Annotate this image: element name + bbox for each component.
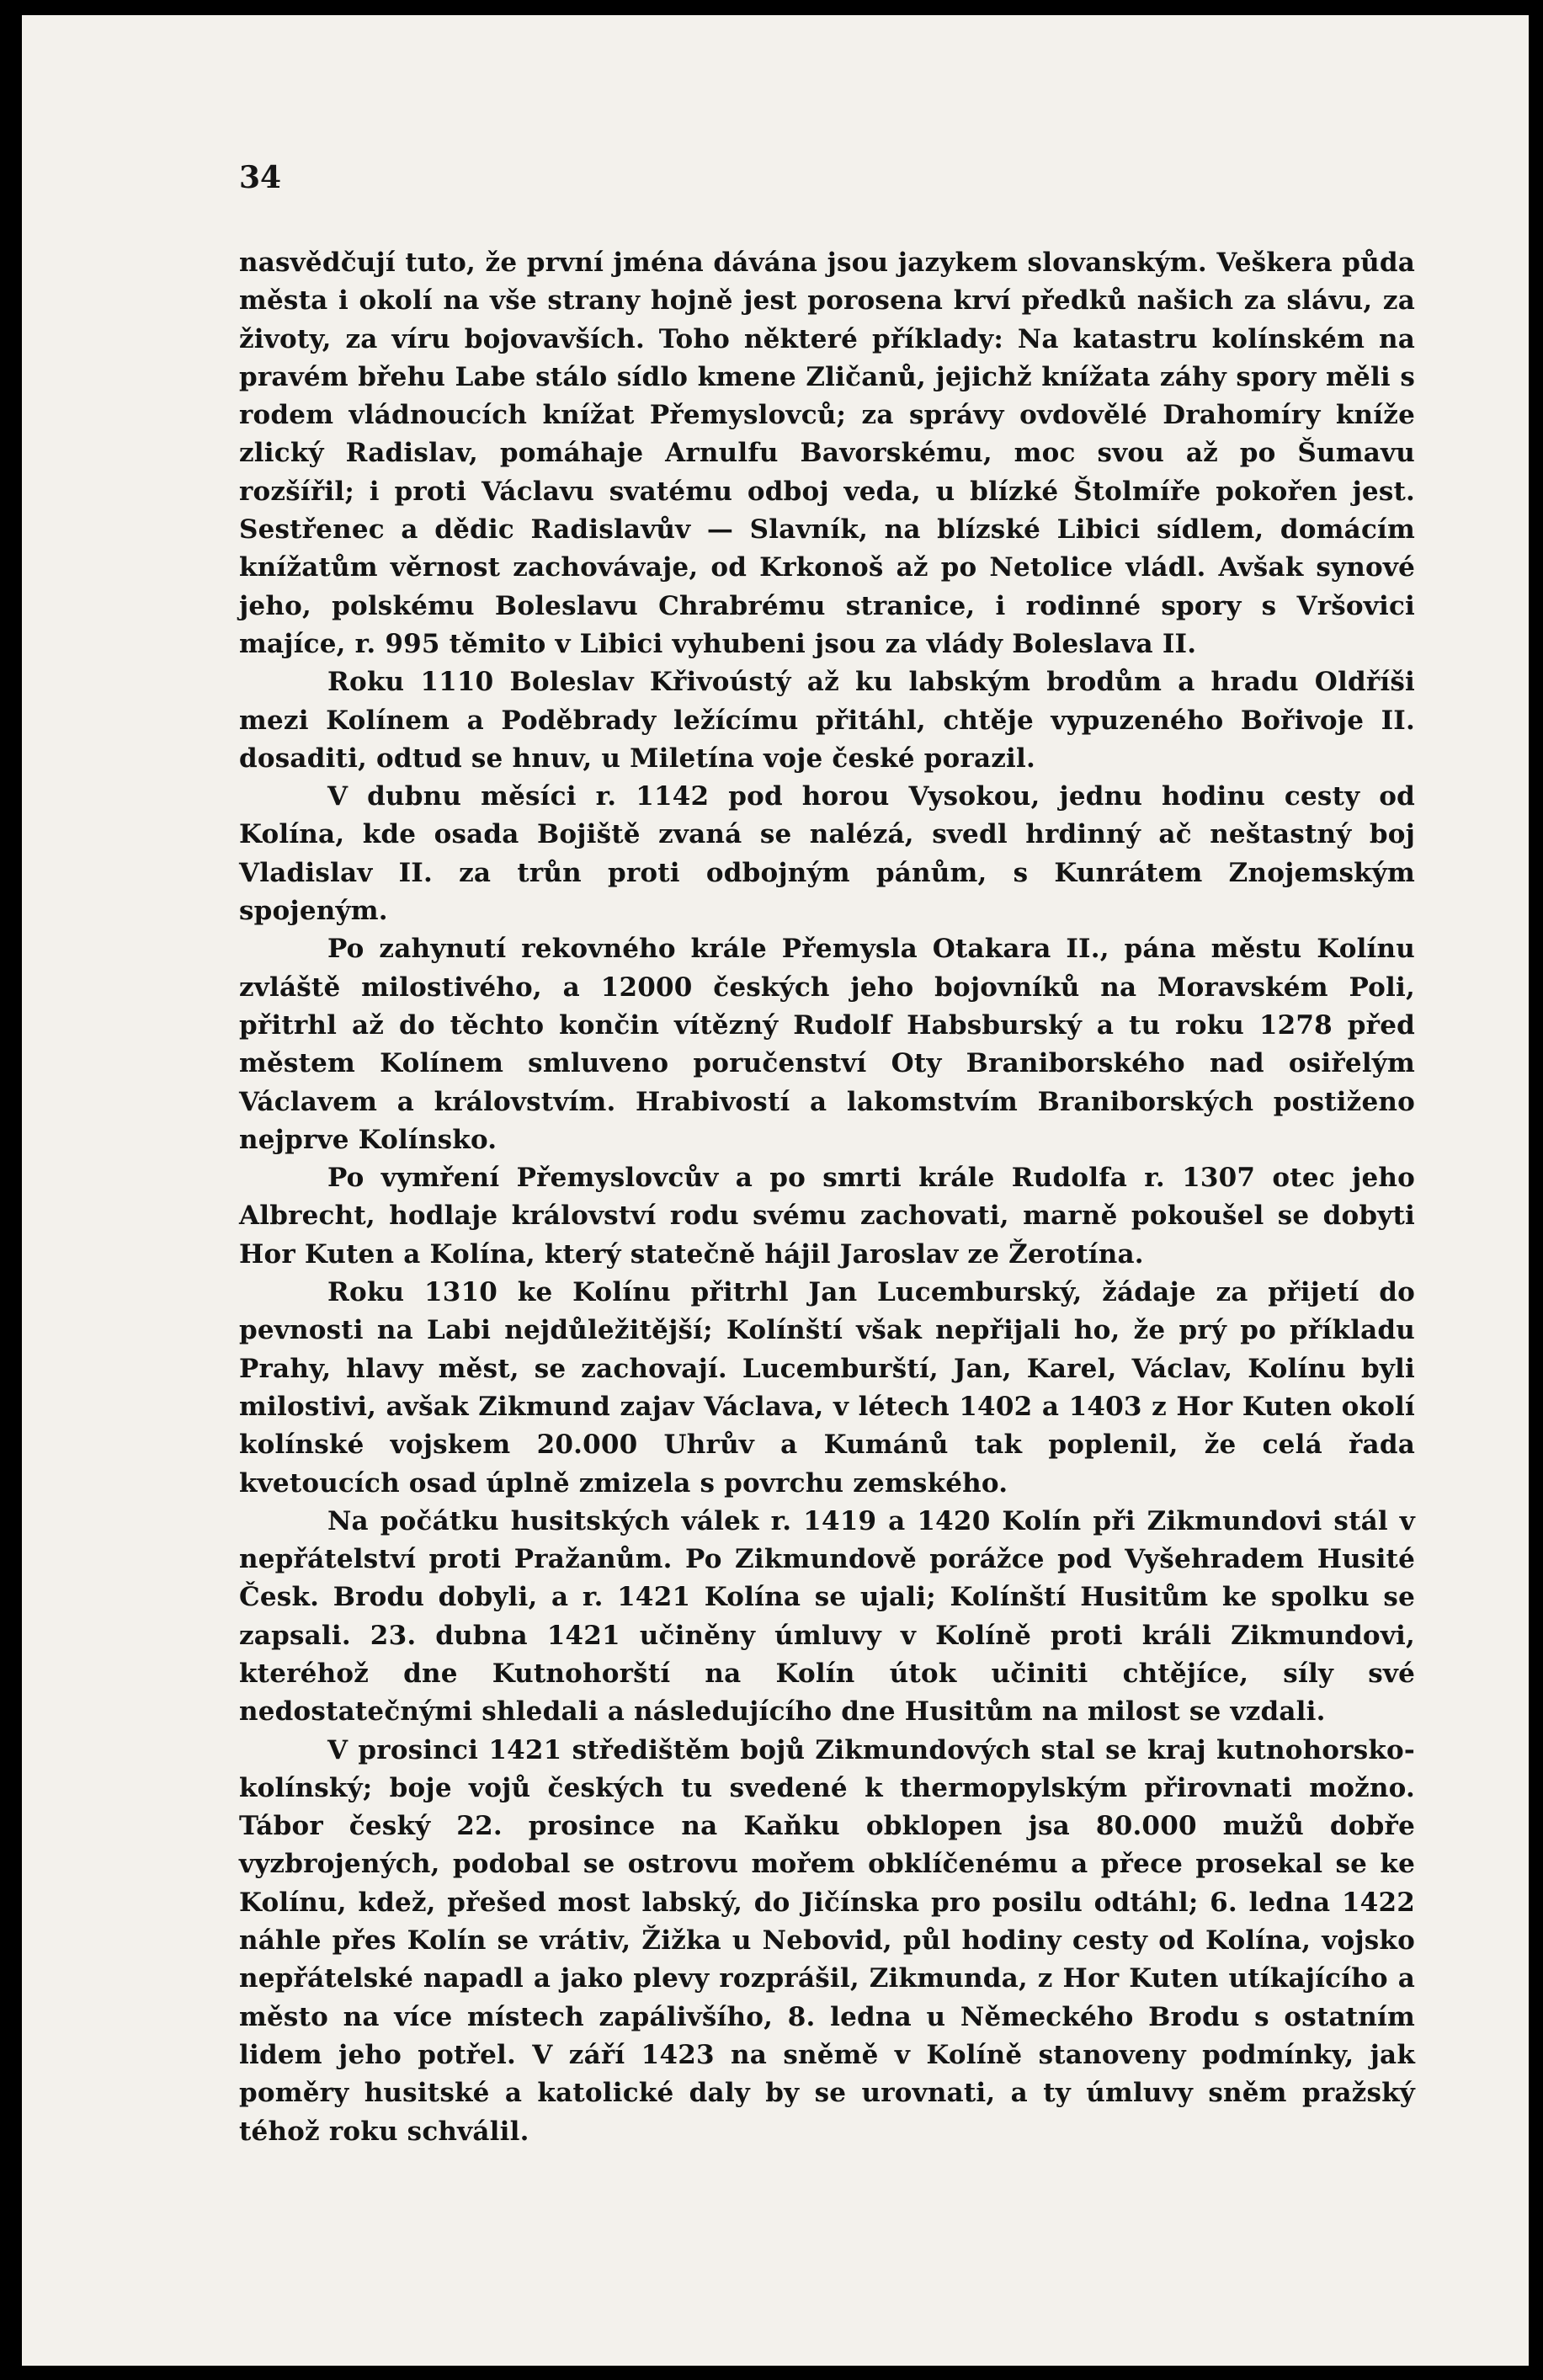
- paragraph-5: Po vymření Přemyslovcův a po smrti krále Rudolfa r. 1307 otec jeho Albrecht, hodlaje království rodu svému zachovati, marně pokoušel se dobyti Hor Kuten a Kolína, který statečně hájil Jaroslav ze Žerotína.: [239, 1163, 1415, 1270]
- paragraph-1: nasvědčují tuto, že první jména dávána jsou jazykem slovanským. Veškera půda města i okolí na vše strany hojně jest porosena krví předků našich za slávu, za životy, za víru bojovavších. Toho některé příklady: Na katastru kolínském na pravém břehu Labe stálo sídlo kmene Zličanů, jejichž knížata záhy spory měli s rodem vládnoucích knížat Přemyslovců; za správy ovdovělé Drahomíry kníže zlický Radislav, pomáhaje Arnulfu Bavorskému, moc svou až po Šumavu rozšířil; i proti Václavu svatému odboj veda, u blízké Štolmíře pokořen jest. Sestřenec a dědic Radislavův — Slavník, na blízské Libici sídlem, domácím knížatům věrnost zachovávaje, od Krkonoš až po Netolice vládl. Avšak synové jeho, polskému Boleslavu Chrabrému stranice, i rodinné spory s Vršovici majíce, r. 995 těmito v Libici vyhubeni jsou za vlády Boleslava II.: [239, 248, 1415, 659]
- paragraph-7: Na počátku husitských válek r. 1419 a 1420 Kolín při Zikmundovi stál v nepřátelství proti Pražanům. Po Zikmundově porážce pod Vyšehradem Husité Česk. Brodu dobyli, a r. 1421 Kolína se ujali; Kolínští Husitům ke spolku se zapsali. 23. dubna 1421 učiněny úmluvy v Kolíně proti králi Zikmundovi, kteréhož dne Kutnohorští na Kolín útok učiniti chtějíce, síly své nedostatečnými shledali a následujícího dne Husitům na milost se vzdali.: [239, 1505, 1415, 1728]
- page-number: 34: [239, 160, 282, 195]
- paragraph-8: V prosinci 1421 středištěm bojů Zikmundových stal se kraj kutnohorsko-kolínský; boje vojů českých tu svedené k thermopylským přirovnati možno. Tábor český 22. prosince na Kaňku obklopen jsa 80.000 mužů dobře vyzbrojených, podobal se ostrovu mořem obklíčenému a přece prosekal se ke Kolínu, kdež, přešed most labský, do Jičínska pro posilu odtáhl; 6. ledna 1422 náhle přes Kolín se vrátiv, Žižka u Nebovid, půl hodiny cesty od Kolína, vojsko nepřátelské napadl a jako plevy rozprášil, Zikmunda, z Hor Kuten utíkajícího a město na více místech zapálivšího, 8. ledna u Německého Brodu s ostatním lidem jeho potřel. V září 1423 na sněmě v Kolíně stanoveny podmínky, jak poměry husitské a katolické daly by se urovnati, a ty úmluvy sněm pražský téhož roku schválil.: [239, 1734, 1415, 2147]
- body-text: [239, 244, 1415, 2151]
- paragraph-6: Roku 1310 ke Kolínu přitrhl Jan Lucemburský, žádaje za přijetí do pevnosti na Labi nejdůležitější; Kolínští však nepřijali ho, že prý po příkladu Prahy, hlavy měst, se zachovají. Lucemburští, Jan, Karel, Václav, Kolínu byli milostivi, avšak Zikmund zajav Václava, v létech 1402 a 1403 z Hor Kuten okolí kolínské vojskem 20.000 Uhrův a Kumánů tak poplenil, že celá řada kvetoucích osad úplně zmizela s povrchu zemského.: [239, 1277, 1415, 1499]
- paragraph-3: V dubnu měsíci r. 1142 pod horou Vysokou, jednu hodinu cesty od Kolína, kde osada Bojiště zvaná se nalézá, svedl hrdinný ač neštastný boj Vladislav II. za trůn proti odbojným pánům, s Kunrátem Znojemským spojeným.: [239, 781, 1415, 927]
- paragraph-2: Roku 1110 Boleslav Křivoústý až ku labským brodům a hradu Oldříši mezi Kolínem a Poděbrady ležícímu přitáhl, chtěje vypuzeného Bořivoje II. dosaditi, odtud se hnuv, u Miletína voje české porazil.: [239, 667, 1415, 774]
- book-page: [22, 15, 1529, 2366]
- paragraph-4: Po zahynutí rekovného krále Přemysla Otakara II., pána městu Kolínu zvláště milostivého, a 12000 českých jeho bojovníků na Moravském Poli, přitrhl až do těchto končin vítězný Rudolf Habsburský a tu roku 1278 před městem Kolínem smluveno poručenství Oty Braniborského nad osiřelým Václavem a královstvím. Hrabivostí a lakomstvím Braniborských postiženo nejprve Kolínsko.: [239, 934, 1415, 1155]
